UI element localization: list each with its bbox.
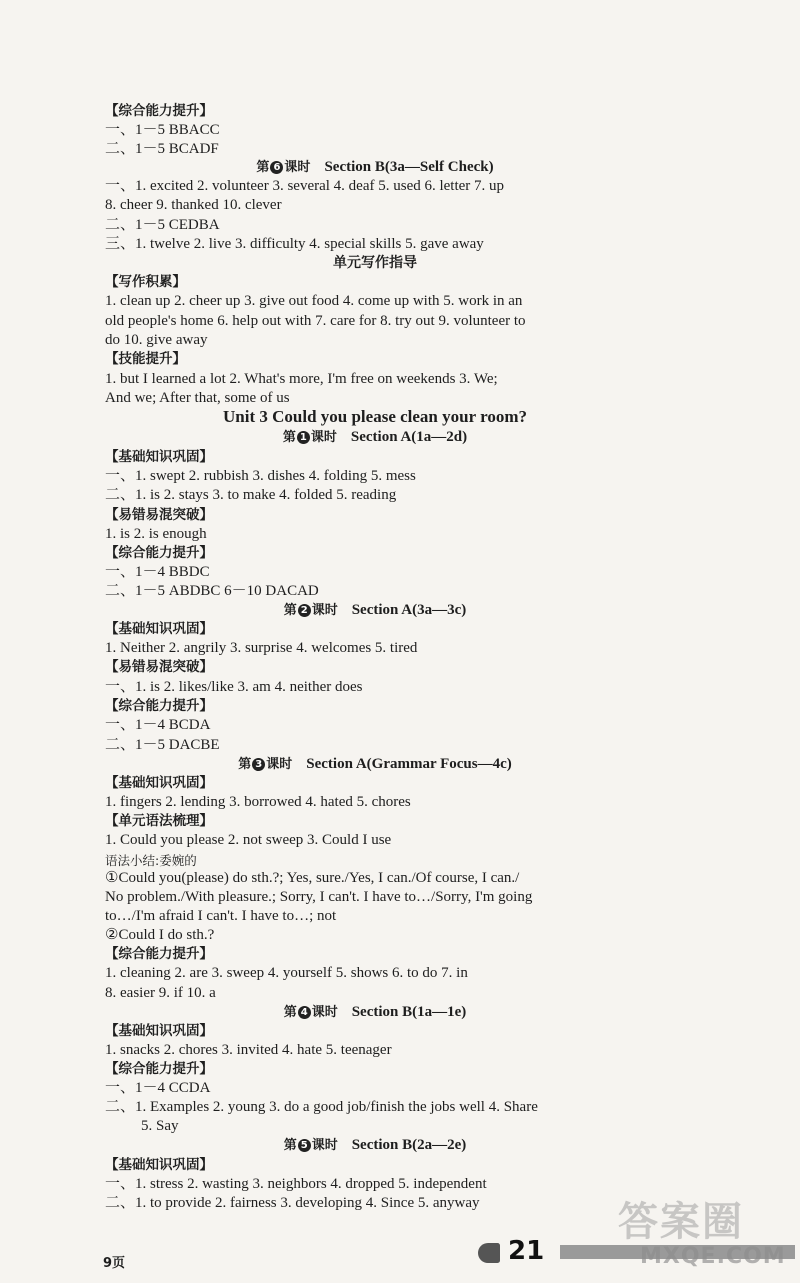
lesson-number: 6 (270, 161, 283, 174)
lesson-number: 1 (297, 431, 310, 444)
answer-line: to…/I'm afraid I can't. I have to…; not (105, 908, 337, 924)
answer-line: 一、1. swept 2. rubbish 3. dishes 4. folding 5. mess (105, 468, 416, 484)
lesson-prefix: 第 (238, 757, 252, 772)
lesson-heading-4 (105, 1003, 645, 1022)
heading-comprehensive-ability: 【综合能力提升】 (105, 545, 213, 561)
heading-comprehensive-ability: 【综合能力提升】 (105, 103, 213, 119)
lesson-suffix: 课时 (311, 603, 338, 618)
lesson-heading-3 (105, 755, 645, 774)
answer-line: 一、1－4 BBDC (105, 564, 210, 580)
answer-line: 一、1－4 CCDA (105, 1080, 211, 1096)
lesson-suffix: 课时 (311, 1005, 338, 1020)
unit-title: Unit 3 Could you please clean your room? (223, 407, 527, 426)
page-number-marker (478, 1243, 500, 1263)
lesson-prefix: 第 (283, 1138, 297, 1153)
answer-line: 一、1. stress 2. wasting 3. neighbors 4. dropped 5. independent (105, 1176, 487, 1192)
answer-line: No problem./With pleasure.; Sorry, I can't. I have to…/Sorry, I'm going (105, 889, 533, 905)
lesson-section: Section B(1a—1e) (351, 1004, 467, 1020)
answer-line: 5. Say (141, 1118, 179, 1134)
answer-line: 一、1. is 2. likes/like 3. am 4. neither does (105, 679, 363, 695)
lesson-prefix: 第 (283, 1005, 297, 1020)
answer-line: 一、1－4 BCDA (105, 717, 211, 733)
lesson-prefix: 第 (282, 430, 296, 445)
lesson-section: Section B(3a—Self Check) (324, 159, 494, 175)
answer-line: ②Could I do sth.? (105, 927, 215, 943)
lesson-prefix: 第 (283, 603, 297, 618)
lesson-number: 3 (252, 758, 265, 771)
answer-line: 1. but I learned a lot 2. What's more, I'm free on weekends 3. We; (105, 371, 498, 387)
answer-line: 8. easier 9. if 10. a (105, 985, 216, 1001)
answer-line: 1. Neither 2. angrily 3. surprise 4. welcomes 5. tired (105, 640, 418, 656)
unit-writing-guide-heading: 单元写作指导 (333, 255, 417, 271)
heading-comprehensive-ability: 【综合能力提升】 (105, 1061, 213, 1077)
answer-line: 1. clean up 2. cheer up 3. give out food 4. come up with 5. work in an (105, 293, 523, 309)
answer-line: 二、1－5 CEDBA (105, 217, 220, 233)
lesson-suffix: 课时 (310, 430, 337, 445)
answer-line: 二、1－5 ABDBC 6－10 DACAD (105, 583, 319, 599)
answer-line: 一、1－5 BBACC (105, 122, 220, 138)
lesson-section: Section B(2a—2e) (351, 1137, 467, 1153)
lesson-number: 2 (298, 604, 311, 617)
lesson-heading-2 (105, 601, 645, 620)
answer-line: 1. Could you please 2. not sweep 3. Could I use (105, 832, 392, 848)
lesson-suffix: 课时 (311, 1138, 338, 1153)
watermark-logo: 答案圈 (618, 1199, 744, 1245)
lesson-section: Section A(3a—3c) (351, 602, 467, 618)
heading-error-prone: 【易错易混突破】 (105, 659, 213, 675)
lesson-suffix: 课时 (266, 757, 293, 772)
answer-line: 8. cheer 9. thanked 10. clever (105, 197, 282, 213)
heading-comprehensive-ability: 【综合能力提升】 (105, 698, 213, 714)
lesson-suffix: 课时 (284, 160, 311, 175)
lesson-section: Section A(1a—2d) (350, 429, 468, 445)
heading-grammar-summary: 【单元语法梳理】 (105, 813, 213, 829)
answer-line: 1. is 2. is enough (105, 526, 207, 542)
answer-line: 1. snacks 2. chores 3. invited 4. hate 5. teenager (105, 1042, 392, 1058)
heading-basic-knowledge: 【基础知识巩固】 (105, 621, 213, 637)
page-number: 21 (508, 1236, 545, 1266)
heading-skill-improvement: 【技能提升】 (105, 351, 186, 367)
heading-error-prone: 【易错易混突破】 (105, 507, 213, 523)
heading-basic-knowledge: 【基础知识巩固】 (105, 449, 213, 465)
lesson-heading-5 (105, 1136, 645, 1155)
heading-comprehensive-ability: 【综合能力提升】 (105, 946, 213, 962)
answer-line: 二、1. to provide 2. fairness 3. developing 4. Since 5. anyway (105, 1195, 480, 1211)
answer-line: 二、1－5 DACBE (105, 737, 220, 753)
answer-line: 二、1. Examples 2. young 3. do a good job/finish the jobs well 4. Share (105, 1099, 538, 1115)
answer-line: 1. cleaning 2. are 3. sweep 4. yourself 5. shows 6. to do 7. in (105, 965, 468, 981)
lesson-prefix: 第 (256, 160, 270, 175)
heading-writing-accumulation: 【写作积累】 (105, 274, 186, 290)
heading-basic-knowledge: 【基础知识巩固】 (105, 1157, 213, 1173)
watermark-url: MXQE.COM (640, 1244, 786, 1269)
answer-line: 二、1. is 2. stays 3. to make 4. folded 5. reading (105, 487, 397, 503)
answer-line: And we; After that, some of us (105, 390, 290, 406)
answer-line: do 10. give away (105, 332, 208, 348)
answer-line: 三、1. twelve 2. live 3. difficulty 4. special skills 5. gave away (105, 236, 484, 252)
lesson-section: Section A(Grammar Focus—4c) (306, 756, 512, 772)
heading-basic-knowledge: 【基础知识巩固】 (105, 1023, 213, 1039)
heading-basic-knowledge: 【基础知识巩固】 (105, 775, 213, 791)
lesson-heading-6 (105, 158, 645, 177)
grammar-note: 语法小结:委婉的 (105, 853, 197, 868)
answer-line: 一、1. excited 2. volunteer 3. several 4. deaf 5. used 6. letter 7. up (105, 178, 505, 194)
answer-line: old people's home 6. help out with 7. care for 8. try out 9. volunteer to (105, 313, 526, 329)
answer-line: 二、1－5 BCADF (105, 141, 219, 157)
answer-line: 1. fingers 2. lending 3. borrowed 4. hated 5. chores (105, 794, 411, 810)
answer-line: ①Could you(please) do sth.?; Yes, sure./Yes, I can./Of course, I can./ (105, 870, 520, 886)
lesson-number: 4 (298, 1006, 311, 1019)
footer-page-label: 9页 (103, 1256, 126, 1271)
lesson-heading-1 (105, 428, 645, 447)
lesson-number: 5 (298, 1139, 311, 1152)
